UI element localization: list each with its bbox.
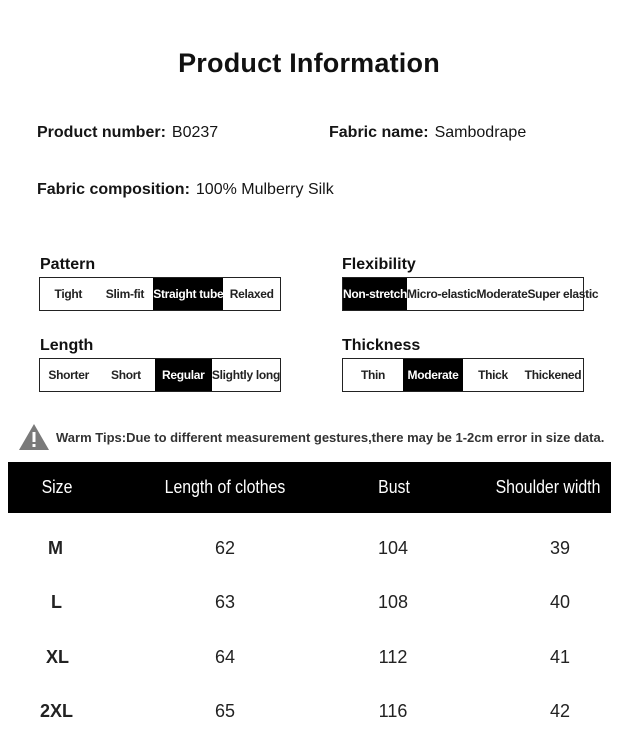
bust-cell: 108: [377, 591, 409, 612]
size-cell: M: [48, 537, 63, 558]
length-cell: 63: [214, 591, 236, 612]
fabric-name-label: Fabric name:: [329, 124, 429, 141]
header-shoulder: Shoulder width: [495, 477, 601, 497]
fabric-name: [329, 124, 526, 142]
thickness-option: Moderate: [403, 359, 463, 391]
page-title: Product Information: [178, 48, 440, 78]
table-row: [0, 691, 618, 731]
shoulder-cell: 40: [549, 591, 571, 612]
shoulder-cell: 41: [549, 646, 571, 667]
length-cell: 64: [214, 646, 236, 667]
header-length: Length of clothes: [164, 477, 286, 497]
shoulder-cell: 39: [549, 537, 571, 558]
thickness-option: Thin: [360, 368, 386, 382]
flexibility-label: Flexibility: [342, 256, 416, 273]
pattern-option: Slim-fit: [105, 287, 145, 301]
bust-cell: 104: [377, 537, 409, 558]
fabric-composition-value: 100% Mulberry Silk: [195, 181, 334, 198]
length-label: Length: [40, 337, 94, 354]
table-row: [0, 582, 618, 622]
fabric-composition: [37, 181, 334, 199]
warm-tips: [18, 423, 604, 451]
flexibility-option: Non-stretch: [343, 278, 407, 310]
warning-icon: [18, 423, 50, 451]
fabric-name-value: Sambodrape: [434, 124, 527, 141]
pattern-scale: [39, 277, 281, 311]
header-size: Size: [41, 477, 73, 497]
length-scale: [39, 358, 281, 392]
pattern-option: Relaxed: [229, 287, 274, 301]
length-option: Shorter: [48, 368, 89, 382]
product-number-label: Product number:: [37, 124, 166, 141]
length-option: Short: [111, 368, 141, 382]
table-row: [0, 528, 618, 568]
length-cell: 65: [214, 700, 236, 721]
pattern-option: Tight: [54, 287, 83, 301]
length-option: Regular: [155, 359, 212, 391]
bust-cell: 112: [378, 646, 408, 667]
flexibility-option: Moderate: [476, 287, 528, 301]
product-number: [37, 124, 218, 142]
flexibility-option: Micro-elastic: [407, 287, 477, 301]
length-cell: 62: [214, 537, 236, 558]
length-option: Slightly long: [211, 368, 280, 382]
flexibility-option: Super elastic: [527, 287, 599, 301]
size-cell: 2XL: [40, 700, 74, 721]
size-table-header: [8, 462, 611, 513]
bust-cell: 116: [378, 700, 408, 721]
warm-tips-text: Warm Tips:Due to different measurement gestures,there may be 1-2cm error in size data.: [56, 429, 605, 445]
pattern-label: Pattern: [40, 256, 96, 273]
thickness-label: Thickness: [342, 337, 421, 354]
pattern-option: Straight tube: [153, 278, 223, 310]
thickness-scale: [342, 358, 584, 392]
shoulder-cell: 42: [549, 700, 571, 721]
thickness-option: Thick: [478, 368, 508, 382]
header-bust: Bust: [378, 477, 410, 497]
thickness-option: Thickened: [524, 368, 582, 382]
flexibility-scale: [342, 277, 599, 311]
product-number-value: B0237: [171, 124, 219, 141]
table-row: [0, 637, 618, 677]
fabric-composition-label: Fabric composition:: [37, 181, 190, 198]
size-cell: L: [51, 591, 62, 612]
size-cell: XL: [46, 646, 70, 667]
